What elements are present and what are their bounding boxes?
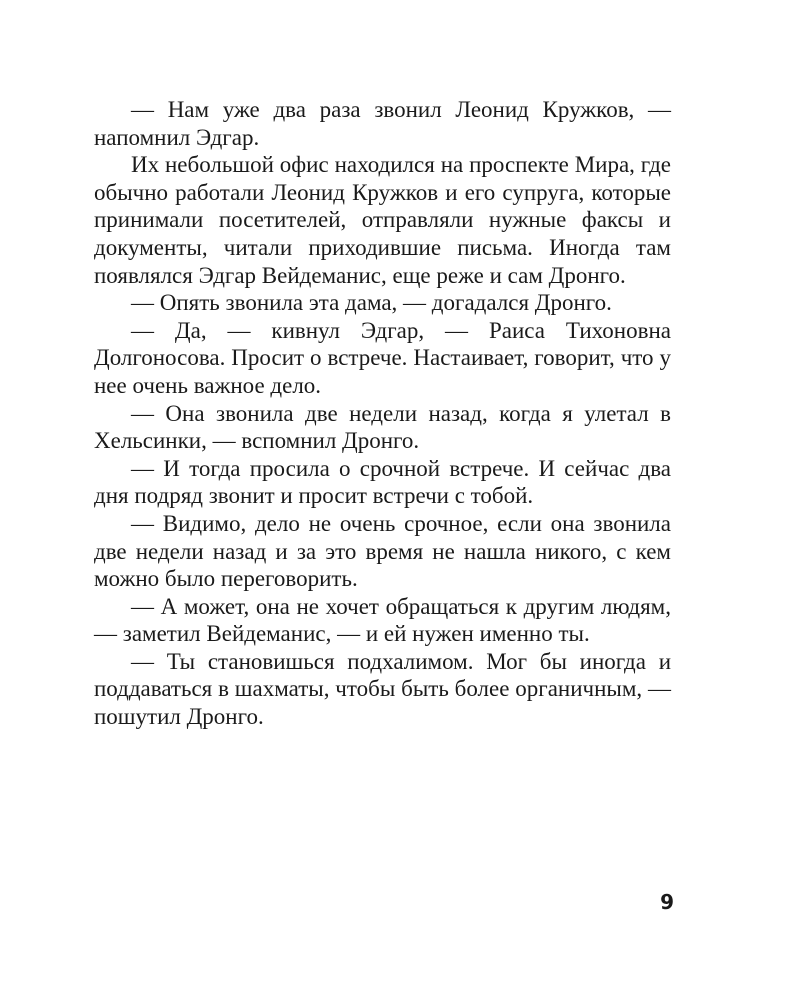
paragraph: — Она звонила две недели назад, когда я улетал в Хельсинки, — вспомнил Дронго. <box>94 400 671 454</box>
page-number: 9 <box>660 890 674 914</box>
page-text <box>94 96 671 731</box>
paragraph: — А может, она не хочет обращаться к другим людям, — заметил Вейдеманис, — и ей нужен именно ты. <box>94 593 671 647</box>
paragraph: — И тогда просила о срочной встрече. И сейчас два дня подряд звонит и просит встречи с тобой. <box>94 455 671 509</box>
paragraph: — Да, — кивнул Эдгар, — Раиса Тихоновна Долгоносова. Просит о встрече. Настаивает, говорит, что у нее очень важное дело. <box>94 317 671 398</box>
paragraph: — Нам уже два раза звонил Леонид Кружков, — напомнил Эдгар. <box>94 97 671 150</box>
paragraph: Их небольшой офис находился на проспекте Мира, где обычно работали Леонид Кружков и его супруга, которые принимали посетителей, отправляли нужные факсы и документы, читали приходившие письма. Иногда там появлялся Эдгар Вейдеманис, еще реже и сам Дронго. <box>94 152 671 288</box>
paragraph: — Опять звонила эта дама, — догадался Дронго. <box>131 290 612 316</box>
paragraph: — Видимо, дело не очень срочное, если она звонила две недели назад и за это время не нашла никого, с кем можно было переговорить. <box>94 510 671 592</box>
paragraph: — Ты становишься подхалимом. Мог бы иногда и поддаваться в шахматы, чтобы быть более органичным, — пошутил Дронго. <box>94 648 671 730</box>
